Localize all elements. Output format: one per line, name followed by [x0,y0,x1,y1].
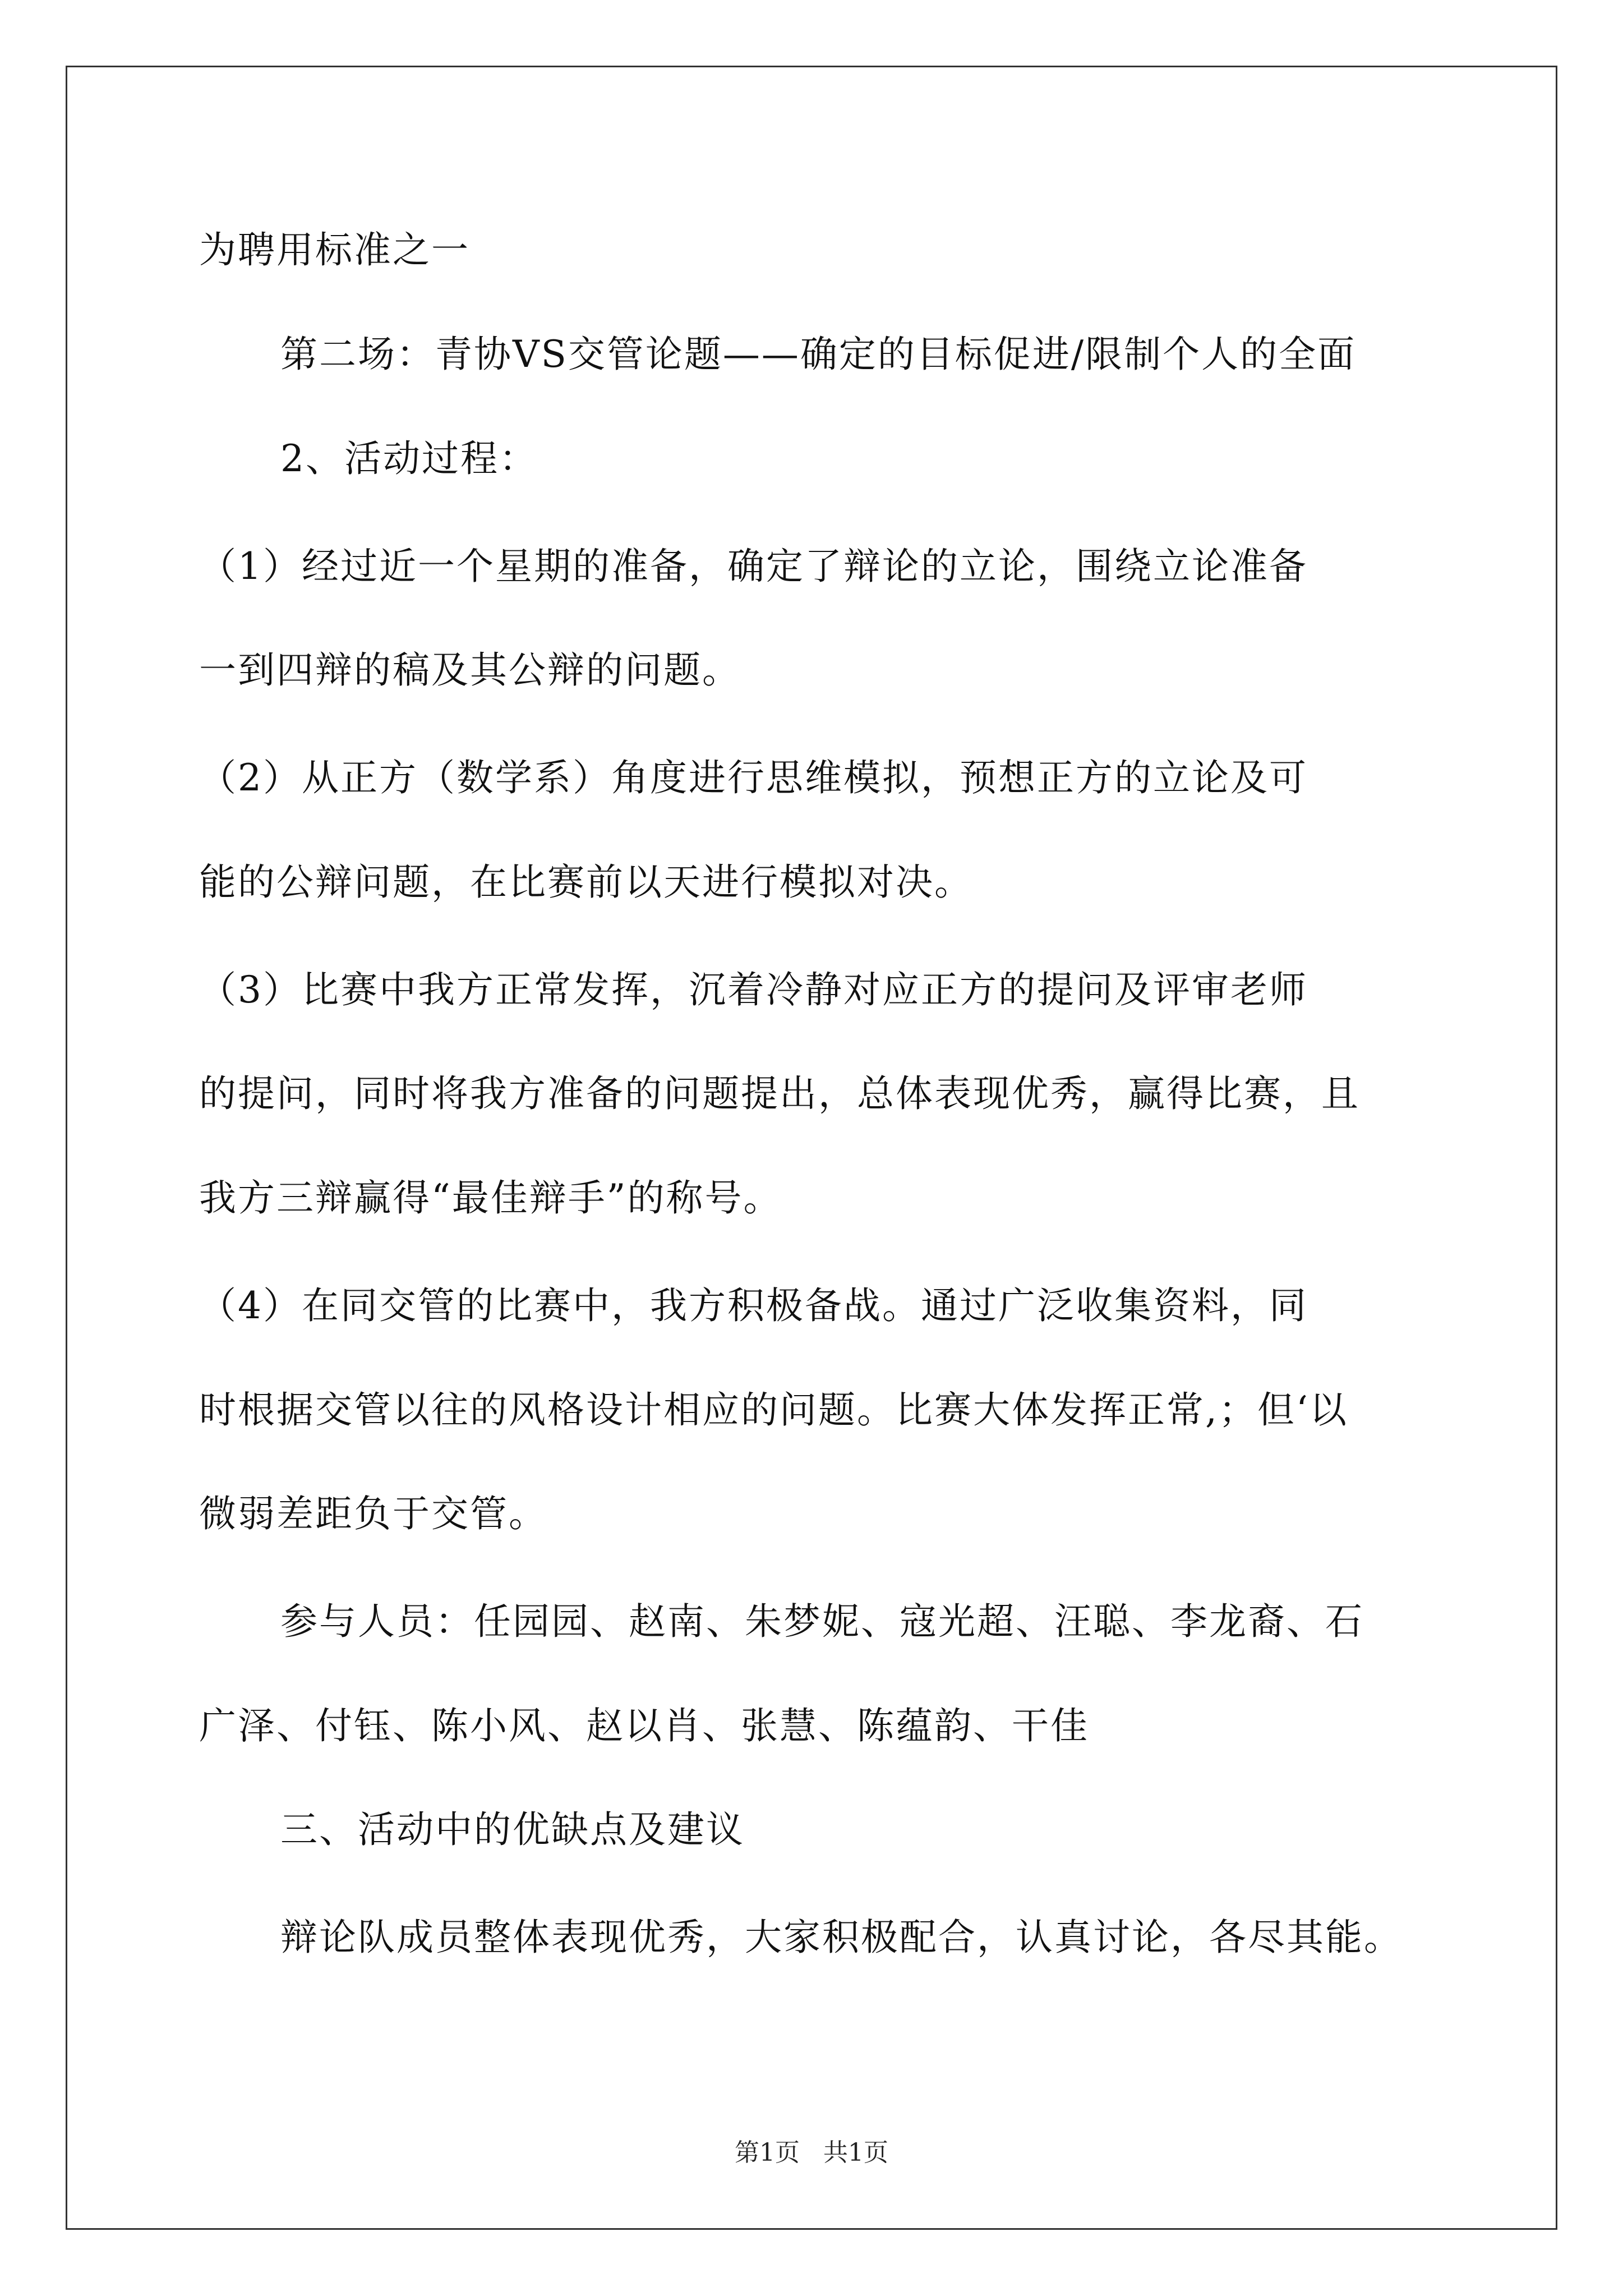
page-border [66,66,1557,2230]
text-line: 微弱差距负于交管。 [199,1492,547,1535]
text-line: 时根据交管以往的风格设计相应的问题。比赛大体发挥正常,；但‘以 [199,1388,1348,1432]
text-line: 2、活动过程： [280,437,538,480]
text-line: 辩论队成员整体表现优秀，大家积极配合，认真讨论，各尽其能。 [280,1916,1403,1959]
text-line: （3）比赛中我方正常发挥，沉着冷静对应正方的提问及评审老师 [199,968,1308,1011]
text-line: 能的公辩问题，在比赛前以天进行模拟对决。 [199,861,973,904]
text-line: 广泽、付钰、陈小风、赵以肖、张慧、陈蕴韵、干佳 [199,1704,1089,1747]
text-line: （2）从正方（数学系）角度进行思维模拟，预想正方的立论及可 [199,756,1308,799]
page-number-footer: 第1页 共1页 [735,2138,888,2167]
text-line: 三、活动中的优缺点及建议 [280,1808,745,1851]
text-line: 参与人员：任园园、赵南、朱梦妮、寇光超、汪聪、李龙裔、石 [280,1600,1364,1643]
text-line: 一到四辩的稿及其公辩的问题。 [199,648,741,692]
text-line: 的提问，同时将我方准备的问题提出，总体表现优秀，赢得比赛，且 [199,1072,1360,1115]
text-line: 为聘用标准之一 [199,228,470,272]
text-line: （1）经过近一个星期的准备，确定了辩论的立论，围绕立论准备 [199,545,1308,588]
text-line: 第二场：青协VS交管论题——确定的目标促进/限制个人的全面 [280,333,1357,376]
text-line: 我方三辩赢得“最佳辩手”的称号。 [199,1176,782,1220]
text-line: （4）在同交管的比赛中，我方积极备战。通过广泛收集资料，同 [199,1284,1308,1327]
